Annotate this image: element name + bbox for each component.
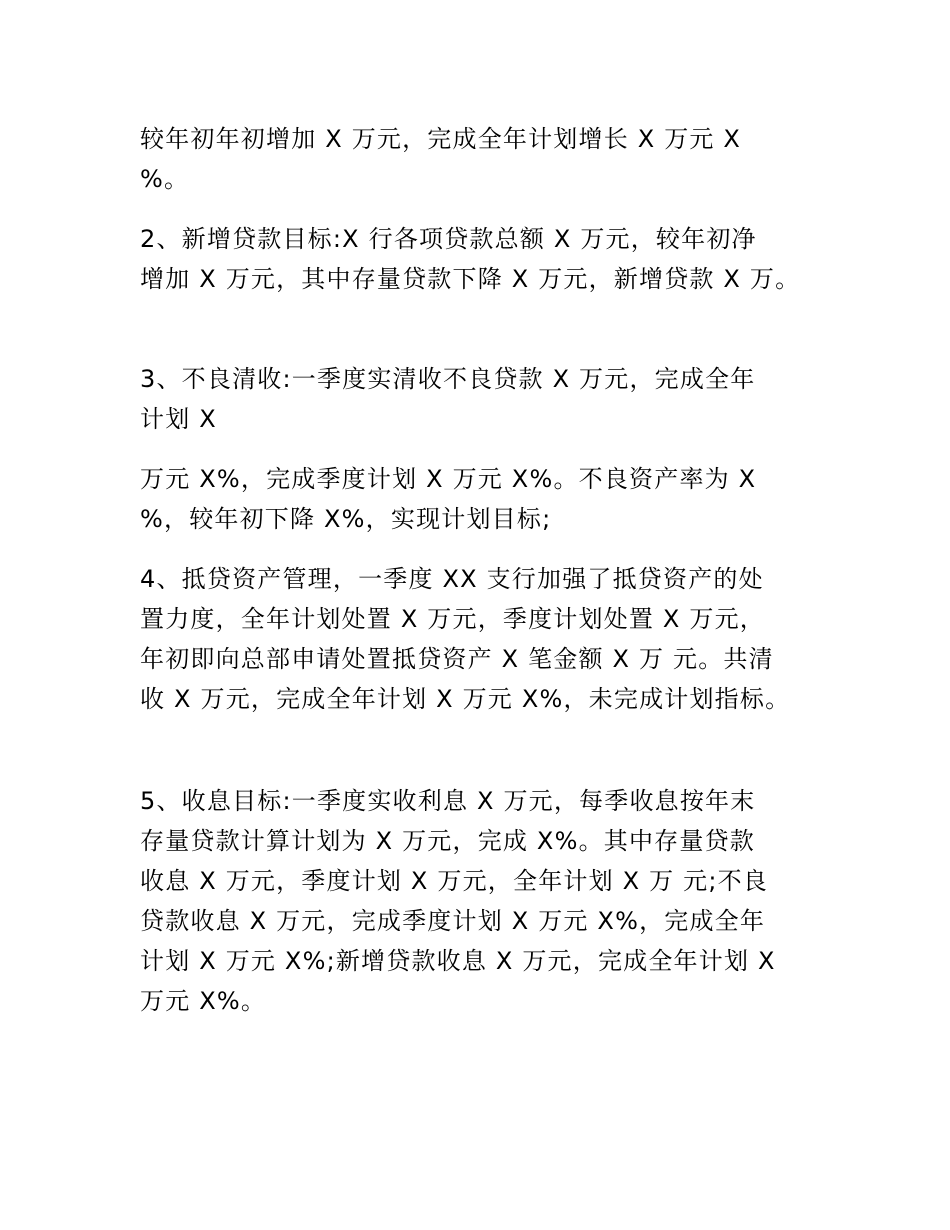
text-line: 增加 X 万元，其中存量贷款下降 X 万元，新增贷款 X 万。 — [140, 265, 801, 293]
text-line: %。 — [140, 165, 190, 193]
text-line: 置力度，全年计划处置 X 万元，季度计划处置 X 万元， — [140, 605, 765, 633]
text-line: %，较年初下降 X%，实现计划目标; — [140, 505, 552, 533]
text-line: 收 X 万元，完成全年计划 X 万元 X%，未完成计划指标。 — [140, 685, 791, 713]
text-line: 贷款收息 X 万元，完成季度计划 X 万元 X%，完成全年 — [140, 907, 766, 935]
text-line: 万元 X%。 — [140, 987, 267, 1015]
text-line: 计划 X — [140, 405, 217, 433]
text-line: 计划 X 万元 X%;新增贷款收息 X 万元，完成全年计划 X — [140, 947, 776, 975]
text-line: 4、抵贷资产管理，一季度 XX 支行加强了抵贷资产的处 — [140, 565, 764, 593]
text-line: 2、新增贷款目标:X 行各项贷款总额 X 万元，较年初净 — [140, 225, 757, 253]
text-line: 5、收息目标:一季度实收利息 X 万元，每季收息按年末 — [140, 787, 756, 815]
text-line: 万元 X%，完成季度计划 X 万元 X%。不良资产率为 X — [140, 465, 757, 493]
text-line: 3、不良清收:一季度实清收不良贷款 X 万元，完成全年 — [140, 365, 756, 393]
text-line: 较年初年初增加 X 万元，完成全年计划增长 X 万元 X — [140, 125, 742, 153]
text-line: 收息 X 万元，季度计划 X 万元，全年计划 X 万 元;不良 — [140, 867, 769, 895]
text-line: 存量贷款计算计划为 X 万元，完成 X%。其中存量贷款 — [140, 827, 755, 855]
text-line: 年初即向总部申请处置抵贷资产 X 笔金额 X 万 元。共清 — [140, 645, 774, 673]
